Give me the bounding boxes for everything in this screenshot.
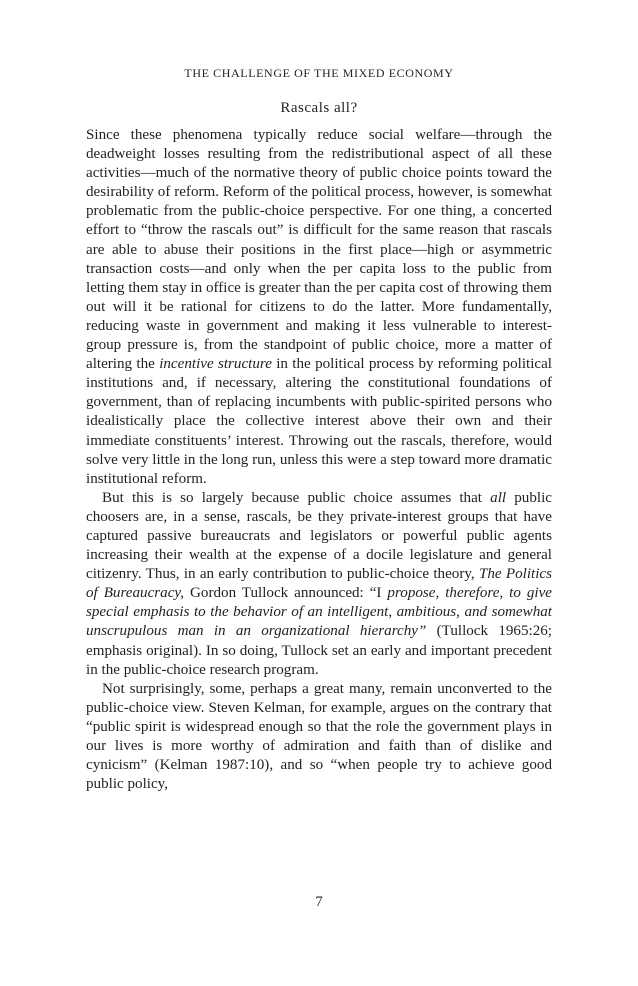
book-title: The Politics of Bureaucracy, xyxy=(86,566,553,602)
emphasis-incentive-structure: incentive structure xyxy=(159,356,272,373)
paragraph-2-text-c: Gordon Tullock announced: “I xyxy=(184,585,388,602)
page-number: 7 xyxy=(315,894,323,910)
paragraph-1-text-a: Since these phenomena typically reduce social welfare—through the deadweight losses resulting from the redistributional aspect of all these activities—much of the normative theory of public choice points toward the desirability of reform. Reform of the political process, however, is somewhat problematic from the public-choice perspective. For one thing, a concerted effort to “throw the rascals out” is difficult for the same reason that rascals are able to abuse their positions in the first place—high or asymmetric transaction costs—and only when the per capita loss to the public from letting them stay in office is greater than the per capita cost of throwing them out will it be rational for citizens to do the latter. More fundamentally, reducing waste in government and making it less vulnerable to interest-group pressure is, from the standpoint of public choice, more a matter of altering the xyxy=(86,127,552,373)
paragraph-2-text-a: But this is so largely because public choice assumes that xyxy=(102,489,491,506)
paragraph-2-text-d: (Tullock 1965:26; emphasis original). In so doing, Tullock set an early and important precedent in the public-choice research program. xyxy=(86,623,552,678)
running-head: THE CHALLENGE OF THE MIXED ECONOMY xyxy=(184,66,454,80)
paragraph-2 xyxy=(86,489,552,680)
section-title: Rascals all? xyxy=(280,100,358,116)
tullock-quote: propose, therefore, to give special emphasis to the behavior of an intelligent, ambitious, and somewhat unscrupulous man in an organizational hierarchy” xyxy=(86,585,552,640)
emphasis-all: all xyxy=(490,489,507,506)
paragraph-1 xyxy=(86,126,552,489)
paragraph-2-text-b: public choosers are, in a sense, rascals, be they private-interest groups that have captured passive bureaucrats and legislators or powerful public agents increasing their wealth at the expense of a docile legislature and general citizenry. Thus, in an early contribution to public-choice theory, xyxy=(86,489,552,583)
paragraph-1-text-b: in the political process by reforming political institutions and, if necessary, altering the constitutional foundations of government, than of replacing incumbents with public-spirited persons who idealistically place the collective interest above their own and their immediate constituents’ interest. Throwing out the rascals, therefore, would solve very little in the long run, unless this were a step toward more dramatic institutional reform. xyxy=(86,356,552,487)
paragraph-3: Not surprisingly, some, perhaps a great many, remain unconverted to the public-choice view. Steven Kelman, for example, argues on the contrary that “public spirit is widespread enough so that the role the government plays in our lives is more worthy of admiration and faith than of dislike and cynicism” (Kelman 1987:10), and so “when people try to achieve good public policy, xyxy=(86,680,552,793)
body-text xyxy=(86,126,552,794)
